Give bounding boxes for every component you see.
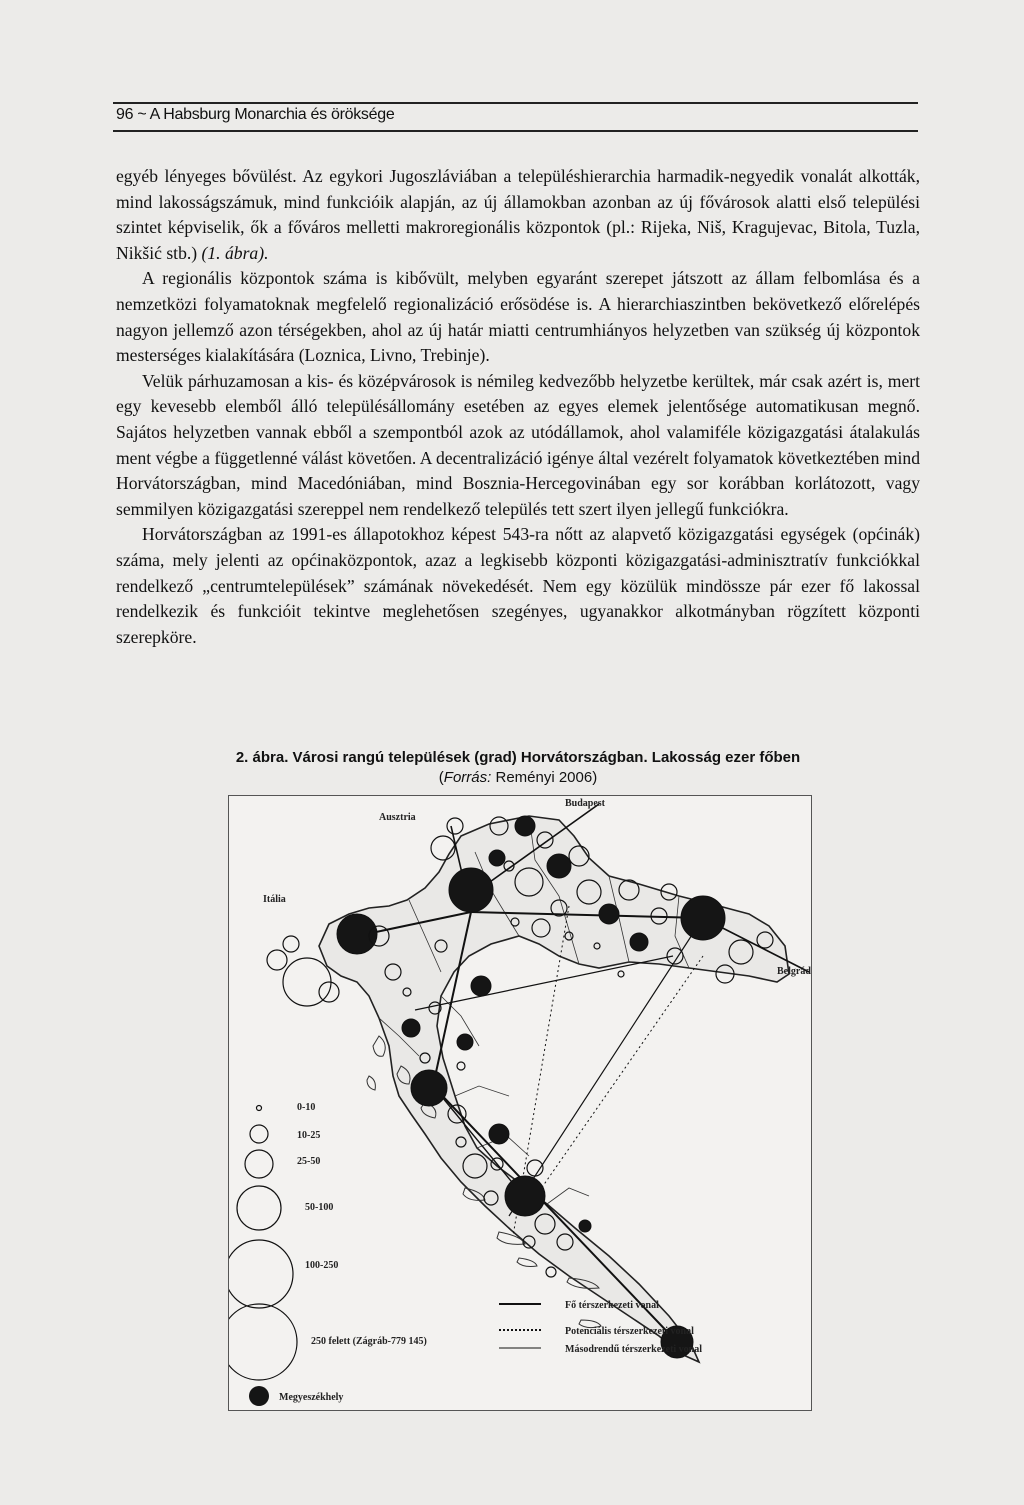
croatia-map-figure [228,795,812,1411]
country-outline [319,816,789,1362]
label-belgrade: Belgrád [777,966,811,977]
legend-circle-10-25 [250,1125,268,1143]
legend-label-1: 0-10 [297,1102,316,1113]
legend-circle-100-250 [229,1240,293,1308]
legend-circle-250-plus [229,1304,297,1380]
label-italy: Itália [263,894,286,905]
legend-circle-50-100 [237,1186,281,1230]
paragraph-1-text: egyéb lényeges bővülést. Az egykori Jugoszláviában a településhierarchia harmadik-negyedik vonalát alkották, mind lakosságszámuk, mind funkcióik alapján, az új államokban azonban az új fővárosok alatti első települési szintet képviselik, ők a főváros melletti makroregionális központok (pl.: Rijeka, Niš, Kragujevac, Bitola, Tuzla, Nikšić stb.) [116,166,920,263]
paragraph-4: Horvátországban az 1991-es állapotokhoz képest 543-ra nőtt az alapvető közigazgatási egységek (općinák) száma, mely jelenti az općinaközpontok, azaz a legkisebb központi közigazgatási-adminisztratív funkciókkal rendelkező „centrumtelepülések” számának növekedését. Nem egy közülük mindössze pár ezer fő lakossal rendelkezik és funkcióit tekintve meglehetősen szegényes, ugyanakkor alkotmányban rögzített központi szerepköre. [116,524,920,647]
paragraph-3: Velük párhuzamosan a kis- és középvárosok is némileg kedvezőbb helyzetbe kerültek, már csak azért is, mert egy kevesebb elemből álló településállomány esetében az egyes elemek jelentősége automatikusan megnő. Sajátos helyzetben vannak ebből a szempontból azok az utódállamok, ahol valamiféle közigazgatási átalakulás ment végbe a függetlenné válást követően. A decentralizáció igénye által vezérelt folyamatok következtében mind Horvátországban, mind Macedóniában, mind Bosznia-Hercegovinában egy sor korábban korlátozott, vagy semmilyen közigazgatási szereppel nem rendelkező település tett szert ilyen jellegű funkciókra. [116,370,920,519]
paragraph-2: A regionális központok száma is kibővült, melyben egyaránt szerepet játszott az állam felbomlása és a nemzetközi folyamatoknak megfelelő regionalizáció erősödése is. A hierarchiaszintben bekövetkező előrelépés nagyon jellemző azon térségekben, ahol az új határ miatti centrumhiányos helyzetben van szükség új központok mesterséges kialakítására (Loznica, Livno, Trebinje). [116,268,920,366]
body-text [116,164,920,650]
figure-caption [116,748,920,788]
figure-caption-title: 2. ábra. Városi rangú települések (grad) Horvátországban. Lakosság ezer főben [235,749,801,766]
croatia-map [229,796,811,1410]
legend-label-6: 250 felett (Zágráb-779 145) [311,1336,427,1347]
label-budapest: Budapest [565,798,606,809]
source-text: Reményi 2006) [491,769,598,786]
legend-label-5: 100-250 [305,1260,339,1271]
figure-caption-source: (Forrás: Reményi 2006) [438,769,598,786]
size-legend [229,1102,427,1406]
legend-line-label-3: Másodrendű térszerkezeti vonal [565,1344,703,1355]
figure-reference: (1. ábra). [197,242,269,263]
legend-label-2: 10-25 [297,1130,321,1141]
source-label: Forrás: [443,769,492,786]
legend-label-4: 50-100 [305,1202,334,1213]
header-rule-top [113,102,918,104]
legend-circle-0-10 [257,1106,262,1111]
legend-label-seat: Megyeszékhely [279,1392,344,1403]
legend-line-label-1: Fő térszerkezeti vonal [565,1300,659,1311]
label-austria: Ausztria [379,812,416,823]
legend-seat-dot [249,1386,269,1406]
paragraph-1 [116,164,920,266]
line-legend [499,1300,702,1355]
header-rule-bottom [113,130,918,132]
legend-circle-25-50 [245,1150,273,1178]
running-header: 96 ~ A Habsburg Monarchia és öröksége [116,106,395,123]
legend-label-3: 25-50 [297,1156,321,1167]
legend-line-label-2: Potenciális térszerkezeti vonal [565,1326,694,1337]
